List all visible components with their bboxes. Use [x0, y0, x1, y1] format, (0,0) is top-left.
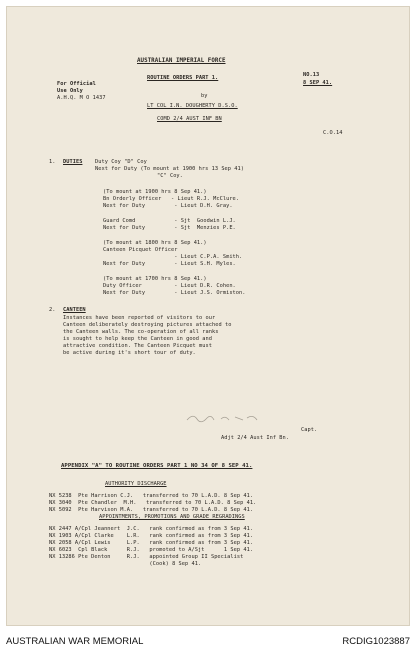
- appendix-section-discharge: AUTHORITY DISCHARGE: [105, 481, 167, 487]
- duties-heading: DUTIES: [63, 159, 83, 165]
- duty-coy: Duty Coy "D" Coy: [95, 159, 147, 165]
- archive-footer: [0, 632, 416, 654]
- use-only-label: Use Only: [57, 88, 83, 94]
- appendix-row: NX 1903 A/Cpl Clarke L.R. rank confirmed as from 3 Sep 41.: [49, 533, 254, 539]
- order-number: NO.13: [303, 72, 320, 78]
- appendix-row: NX 2058 A/Cpl Lewis L.P. rank confirmed as from 3 Sep 41.: [49, 540, 254, 546]
- item-number-1: 1.: [49, 159, 56, 165]
- canteen-line: attractive condition. The Canteen Picquet must: [63, 343, 212, 349]
- appendix-row: NX 2447 A/Cpl Jeannert J.C. rank confirmed as from 3 Sep 41.: [49, 526, 254, 532]
- appendix-title: APPENDIX "A" TO ROUTINE ORDERS PART 1 NO 34 OF 8 SEP 41.: [61, 463, 253, 469]
- appendix-row: NX 3040 Pte Chandler M.H. transferred to 70 L.A.D. 8 Sep 41.: [49, 500, 257, 506]
- appendix-row: NX 5092 Pte Harvison M.A. transferred to 70 L.A.D. 8 Sep 41.: [49, 507, 254, 513]
- signature-scribble: [183, 411, 273, 425]
- appendix-row: NX 13286 Pte Denton R.J. appointed Group II Specialist: [49, 554, 244, 560]
- mount-time-2: (To mount at 1800 hrs 8 Sep 41.): [103, 240, 207, 246]
- canteen-line: the Canteen walls. The co-operation of all ranks: [63, 329, 219, 335]
- canteen-heading: CANTEEN: [63, 307, 86, 313]
- commander-name: LT COL I.N. DOUGHERTY D.S.O.: [147, 103, 238, 109]
- archive-id: RCDIG1023887: [342, 636, 410, 647]
- mount-time-1: (To mount at 1900 hrs 8 Sep 41.): [103, 189, 207, 195]
- next-for-duty-coy: Next for Duty (To mount at 1900 hrs 13 Sep 41): [95, 166, 244, 172]
- archive-name: AUSTRALIAN WAR MEMORIAL: [6, 636, 144, 647]
- appendix-section-appointments: APPOINTMENTS, PROMOTIONS AND GRADE REGRADINGS: [99, 514, 245, 520]
- mount-time-3: (To mount at 1700 hrs 8 Sep 41.): [103, 276, 207, 282]
- unit-name: COMD 2/4 AUST INF BN: [157, 116, 222, 122]
- duty-next: Next for Duty - Lieut J.S. Ormiston.: [103, 290, 246, 296]
- c-coy: "C" Coy.: [157, 173, 183, 179]
- canteen-lieut: - Lieut C.P.A. Smith.: [103, 254, 243, 260]
- guard-comd: Guard Comd - Sjt Goodwin L.J.: [103, 218, 236, 224]
- item-number-2: 2.: [49, 307, 56, 313]
- for-official-label: For Official: [57, 81, 96, 87]
- canteen-line: Canteen deliberately destroying pictures attached to: [63, 322, 232, 328]
- guard-next: Next for Duty - Sjt Menzies P.E.: [103, 225, 236, 231]
- appendix-row: (Cook) 8 Sep 41.: [49, 561, 202, 567]
- appendix-row: NX 6023 Cpl Black R.J. promoted to A/Sjt 1 Sep 41.: [49, 547, 254, 553]
- orderly-next: Next for Duty - Lieut D.H. Gray.: [103, 203, 233, 209]
- signatory-rank: Capt.: [301, 427, 318, 433]
- by-label: by: [201, 93, 208, 99]
- duty-officer: Duty Officer - Lieut D.R. Cohen.: [103, 283, 236, 289]
- canteen-line: is sought to help keep the Canteen in good and: [63, 336, 212, 342]
- order-date: 8 SEP 41.: [303, 80, 333, 86]
- document-page: [6, 6, 410, 626]
- reference-number: A.H.Q. M O 1437: [57, 95, 106, 101]
- canteen-next: Next for Duty - Lieut S.H. Myles.: [103, 261, 236, 267]
- orderly-officer: Bn Orderly Officer - Lieut R.J. McClure.: [103, 196, 240, 202]
- cc-number: C.O.14: [323, 130, 343, 136]
- appendix-row: NX 5238 Pte Harrison C.J. transferred to 70 L.A.D. 8 Sep 41.: [49, 493, 254, 499]
- canteen-line: Instances have been reported of visitors to our: [63, 315, 216, 321]
- canteen-line: be active during it's short tour of duty.: [63, 350, 196, 356]
- signatory-title: Adjt 2/4 Aust Inf Bn.: [221, 435, 290, 441]
- document-title: AUSTRALIAN IMPERIAL FORCE: [137, 58, 226, 64]
- routine-orders-heading: ROUTINE ORDERS PART 1.: [147, 75, 219, 81]
- canteen-officer: Canteen Picquet Officer: [103, 247, 178, 253]
